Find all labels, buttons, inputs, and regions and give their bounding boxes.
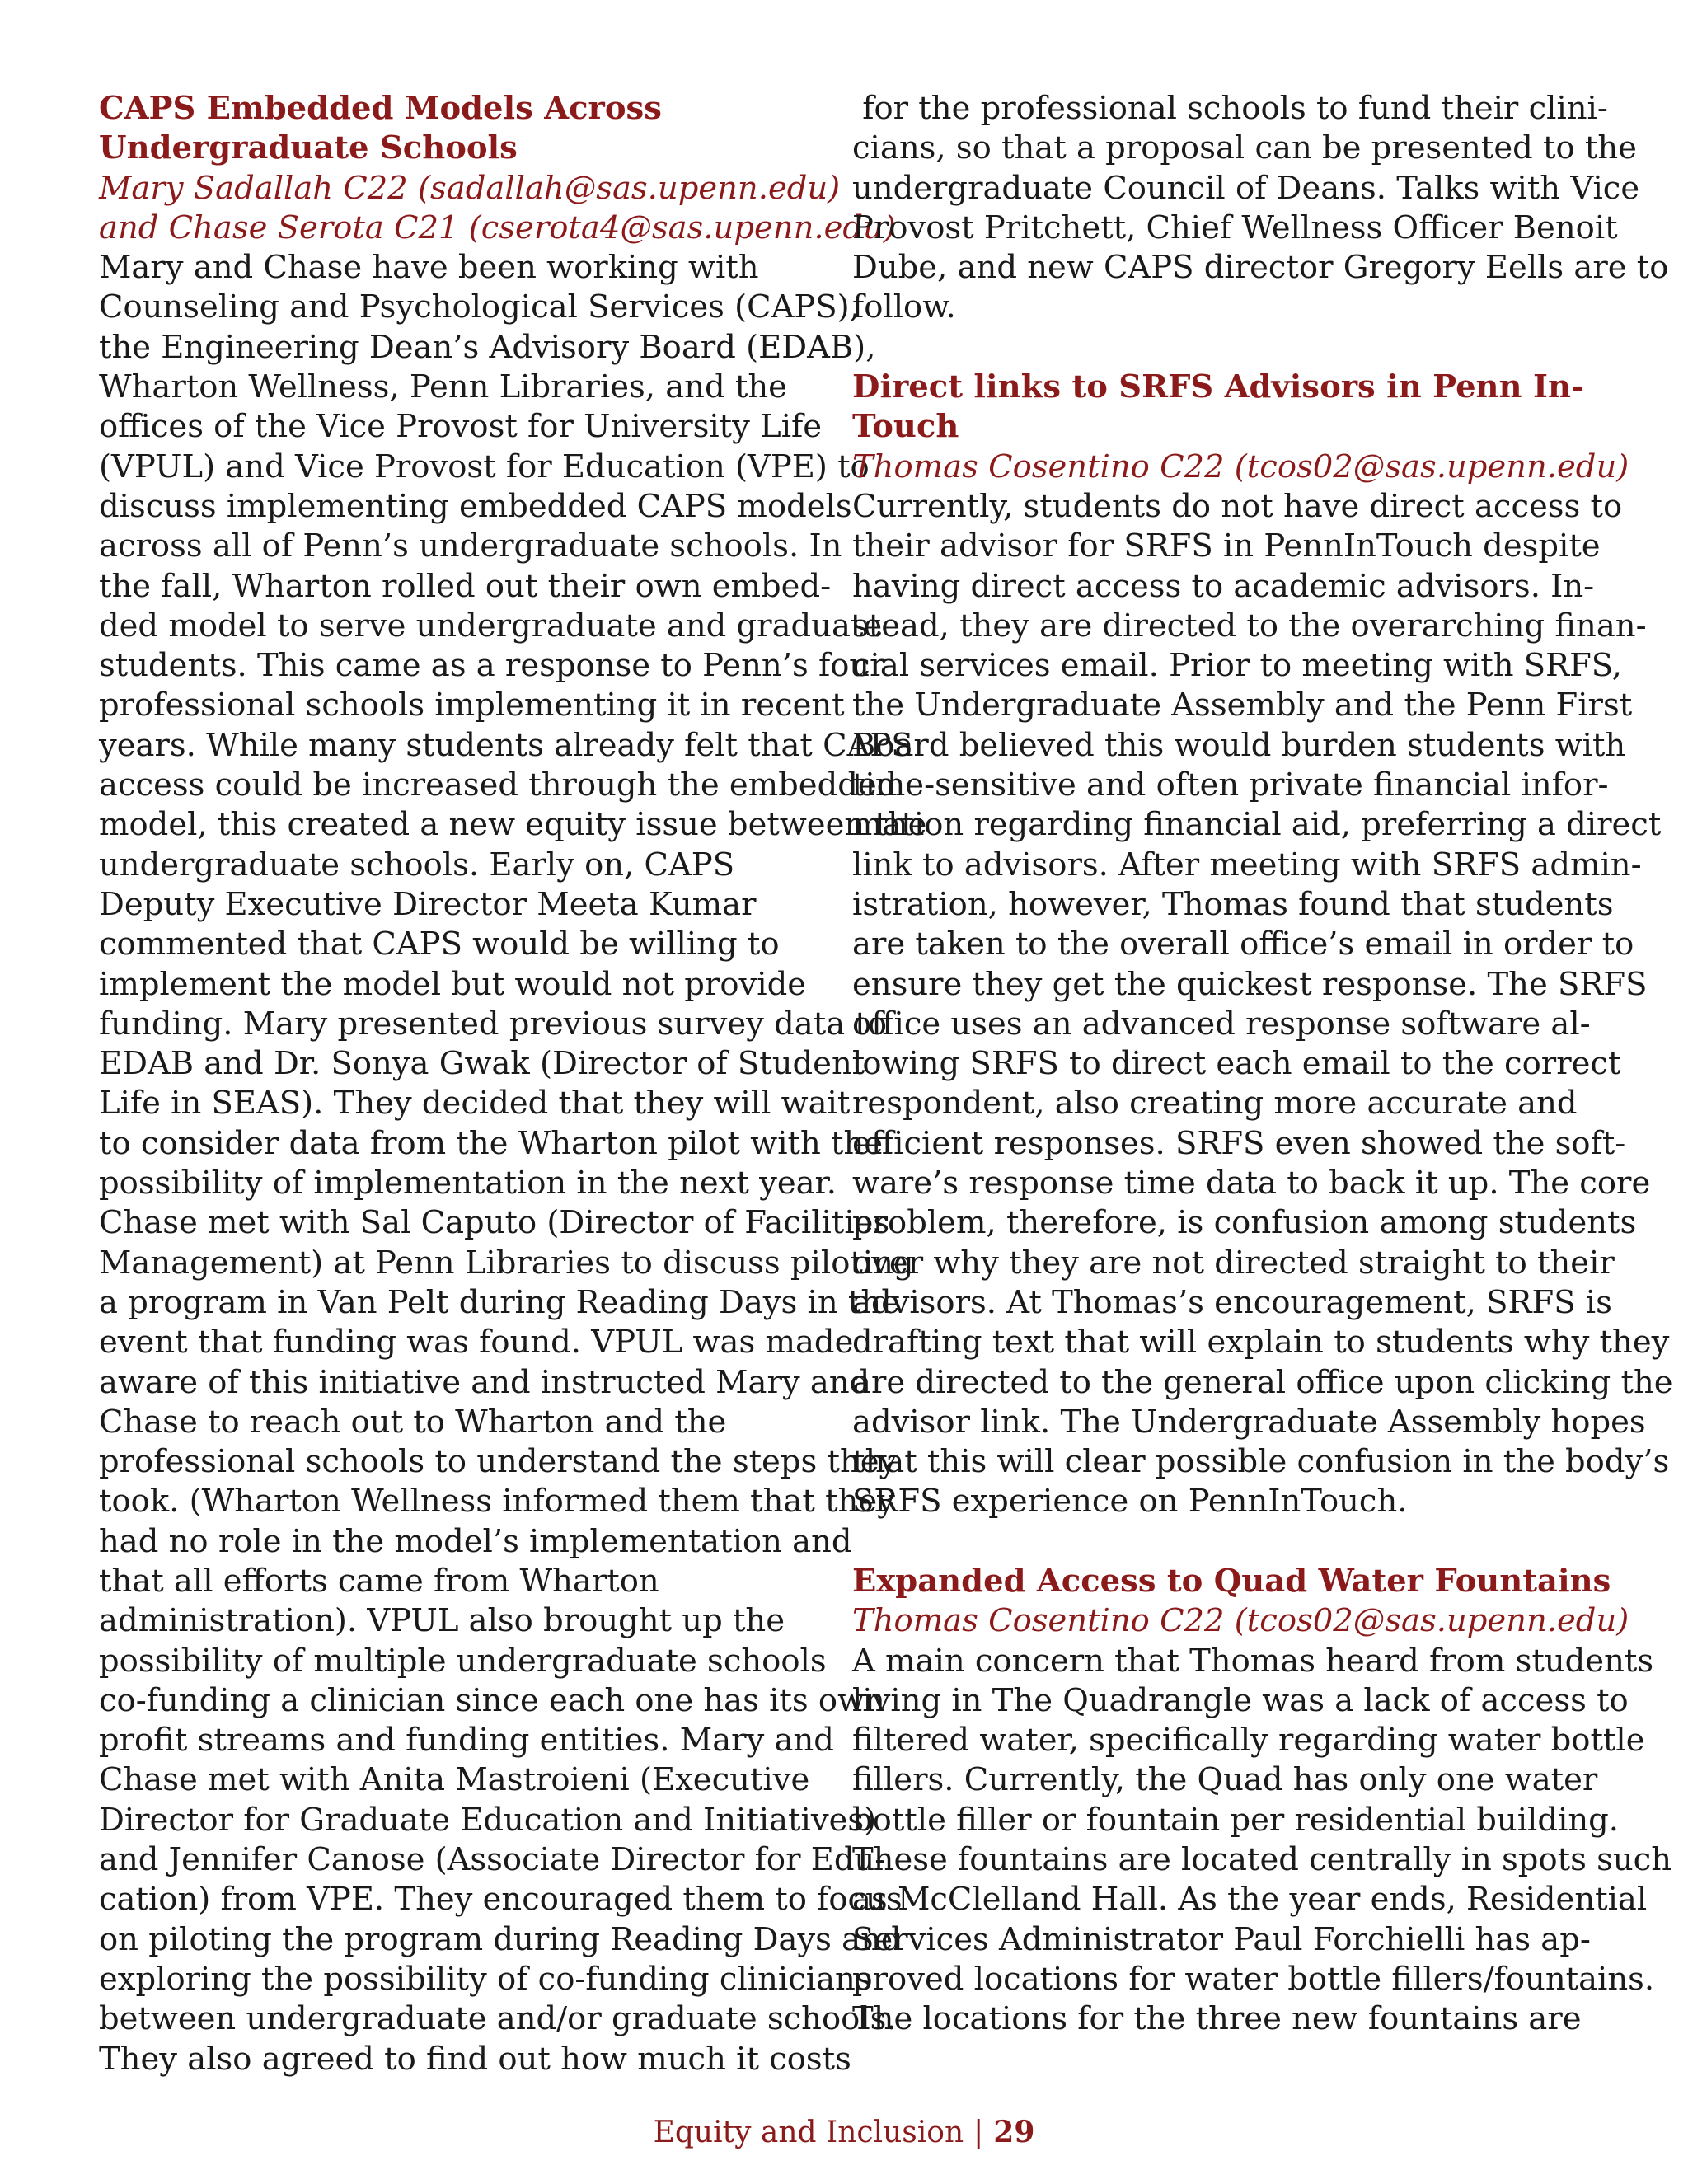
text-line: living in The Quadrangle was a lack of access to: [852, 1681, 1629, 1719]
text-line: Provost Pritchett, Chief Wellness Officer Benoit: [852, 209, 1618, 246]
text-line: CAPS Embedded Models Across: [99, 90, 662, 127]
text-line: Counseling and Psychological Services (CAPS),: [99, 288, 860, 326]
text-line: cial services email. Prior to meeting with SRFS,: [852, 647, 1623, 685]
text-line: possibility of multiple undergraduate schools: [99, 1642, 827, 1680]
text-line: Chase met with Anita Mastroieni (Executive: [99, 1761, 810, 1799]
byline-srfs: Thomas Cosentino C22 (tcos02@sas.upenn.edu): [852, 448, 1629, 485]
text-line: Touch: [852, 408, 959, 446]
text-line: cation) from VPE. They encouraged them to focus: [99, 1881, 903, 1919]
text-line: bottle filler or fountain per residential building.: [852, 1801, 1619, 1839]
text-line: between undergraduate and/or graduate schools.: [99, 2000, 897, 2038]
text-line: Management) at Penn Libraries to discuss piloting: [99, 1244, 914, 1282]
byline-caps: [99, 169, 896, 249]
text-line: Mary and Chase have been working with: [99, 249, 759, 287]
text-line: Chase to reach out to Wharton and the: [99, 1403, 727, 1441]
text-line: years. While many students already felt that CAPS: [99, 726, 913, 764]
text-line: students. This came as a response to Penn’s four: [99, 647, 885, 685]
text-line: as McClelland Hall. As the year ends, Residential: [852, 1881, 1648, 1919]
text-line: Dube, and new CAPS director Gregory Eells are to: [852, 249, 1669, 287]
right-column: [852, 89, 1673, 2040]
text-line: office uses an advanced response software al-: [852, 1005, 1591, 1043]
text-line: took. (Wharton Wellness informed them that they: [99, 1483, 895, 1521]
text-line: that all efforts came from Wharton: [99, 1562, 659, 1600]
text-line: lowing SRFS to direct each email to the correct: [852, 1045, 1621, 1083]
text-line: follow.: [852, 288, 956, 326]
text-line: undergraduate Council of Deans. Talks with Vice: [852, 169, 1640, 207]
body-srfs: [852, 487, 1673, 1522]
text-line: respondent, also creating more accurate and: [852, 1085, 1578, 1122]
text-line: link to advisors. After meeting with SRFS admin-: [852, 846, 1642, 883]
text-line: SRFS experience on PennInTouch.: [852, 1483, 1408, 1521]
section-gap: [852, 1522, 1594, 1562]
text-line: are taken to the overall office’s email in order to: [852, 926, 1634, 963]
text-line: a program in Van Pelt during Reading Days in the: [99, 1283, 900, 1321]
text-line: Mary Sadallah C22 (sadallah@sas.upenn.edu): [99, 169, 841, 207]
text-line: and Chase Serota C21 (cserota4@sas.upenn.edu): [99, 209, 896, 246]
text-line: on piloting the program during Reading Days and: [99, 1920, 902, 1958]
text-line: efficient responses. SRFS even showed the soft-: [852, 1124, 1626, 1162]
text-line: istration, however, Thomas found that students: [852, 885, 1614, 923]
text-line: aware of this initiative and instructed Mary and: [99, 1363, 870, 1401]
text-line: They also agreed to find out how much it costs: [99, 2040, 851, 2078]
text-line: the fall, Wharton rolled out their own embed-: [99, 567, 832, 605]
text-line: are directed to the general office upon clicking the: [852, 1363, 1673, 1401]
text-line: A main concern that Thomas heard from students: [852, 1642, 1654, 1680]
text-line: professional schools to understand the steps they: [99, 1443, 898, 1481]
text-line: commented that CAPS would be willing to: [99, 926, 780, 963]
text-line: event that funding was found. VPUL was made: [99, 1324, 854, 1361]
text-line: Chase met with Sal Caputo (Director of Facilities: [99, 1204, 890, 1242]
text-line: had no role in the model’s implementation and: [99, 1522, 852, 1560]
text-line: over why they are not directed straight to their: [852, 1244, 1615, 1282]
text-line: across all of Penn’s undergraduate schools. In: [99, 527, 842, 565]
footer-section-name: Equity and Inclusion: [653, 2116, 964, 2149]
text-line: their advisor for SRFS in PennInTouch despite: [852, 527, 1601, 565]
text-line: stead, they are directed to the overarching finan-: [852, 607, 1647, 644]
text-line: ensure they get the quickest response. The SRFS: [852, 965, 1648, 1003]
text-line: mation regarding financial aid, preferring a direct: [852, 806, 1662, 844]
byline-fountains: Thomas Cosentino C22 (tcos02@sas.upenn.edu): [852, 1602, 1629, 1640]
text-line: ware’s response time data to back it up. The core: [852, 1165, 1651, 1202]
text-line: co-funding a clinician since each one has its own: [99, 1681, 885, 1719]
text-line: that this will clear possible confusion in the body’s: [852, 1443, 1670, 1481]
text-line: cians, so that a proposal can be presented to the: [852, 129, 1637, 167]
text-line: administration). VPUL also brought up the: [99, 1602, 785, 1640]
text-line: Services Administrator Paul Forchielli has ap-: [852, 1920, 1591, 1958]
text-line: Director for Graduate Education and Initiatives): [99, 1801, 877, 1839]
text-line: implement the model but would not provide: [99, 965, 806, 1003]
text-line: Direct links to SRFS Advisors in Penn In-: [852, 368, 1584, 406]
text-line: EDAB and Dr. Sonya Gwak (Director of Student: [99, 1045, 865, 1083]
section-gap: [852, 328, 1594, 368]
text-line: Wharton Wellness, Penn Libraries, and the: [99, 368, 787, 406]
text-line: possibility of implementation in the next year.: [99, 1165, 837, 1202]
text-line: The locations for the three new fountains are: [852, 2000, 1582, 2038]
text-line: the Undergraduate Assembly and the Penn First: [852, 687, 1633, 724]
text-line: drafting text that will explain to students why they: [852, 1324, 1670, 1361]
text-line: problem, therefore, is confusion among students: [852, 1204, 1637, 1242]
text-line: access could be increased through the embedded: [99, 766, 898, 804]
body-fountains: [852, 1642, 1672, 2040]
text-line: (VPUL) and Vice Provost for Education (VPE) to: [99, 448, 870, 485]
text-line: Currently, students do not have direct access to: [852, 487, 1623, 525]
page-number: 29: [993, 2115, 1035, 2149]
text-line: These fountains are located centrally in spots such: [852, 1841, 1672, 1879]
text-line: and Jennifer Canose (Associate Director for Edu-: [99, 1841, 886, 1879]
text-line: time-sensitive and often private financial infor-: [852, 766, 1609, 804]
text-line: fillers. Currently, the Quad has only one water: [852, 1761, 1598, 1799]
text-line: the Engineering Dean’s Advisory Board (EDAB),: [99, 328, 876, 366]
body-caps-continued: [852, 89, 1669, 328]
text-line: filtered water, specifically regarding water bottle: [852, 1722, 1645, 1760]
text-line: advisors. At Thomas’s encouragement, SRFS is: [852, 1283, 1612, 1321]
text-line: for the professional schools to fund their clini-: [852, 90, 1608, 127]
text-line: funding. Mary presented previous survey data to: [99, 1005, 888, 1043]
text-line: discuss implementing embedded CAPS models: [99, 487, 852, 525]
text-line: to consider data from the Wharton pilot with the: [99, 1124, 884, 1162]
text-line: ded model to serve undergraduate and graduate: [99, 607, 883, 644]
text-line: Life in SEAS). They decided that they will wait: [99, 1085, 851, 1122]
text-line: Board believed this would burden students with: [852, 726, 1626, 764]
section-title-srfs: [852, 368, 1594, 448]
text-line: undergraduate schools. Early on, CAPS: [99, 846, 735, 883]
text-line: exploring the possibility of co-funding clinicians: [99, 1960, 872, 1998]
text-line: professional schools implementing it in recent: [99, 687, 845, 724]
text-line: advisor link. The Undergraduate Assembly hopes: [852, 1403, 1646, 1441]
section-title-caps: [99, 89, 841, 169]
text-line: profit streams and funding entities. Mary and: [99, 1722, 834, 1760]
text-line: having direct access to academic advisors. In-: [852, 567, 1595, 605]
text-line: Deputy Executive Director Meeta Kumar: [99, 885, 757, 923]
text-line: offices of the Vice Provost for University Life: [99, 408, 823, 446]
text-line: Undergraduate Schools: [99, 129, 518, 167]
page-footer: [0, 2112, 1688, 2153]
footer-separator: |: [973, 2116, 984, 2149]
text-line: proved locations for water bottle fillers/fountains.: [852, 1960, 1655, 1998]
section-title-fountains: Expanded Access to Quad Water Fountains: [852, 1562, 1611, 1600]
text-line: model, this created a new equity issue between the: [99, 806, 927, 844]
